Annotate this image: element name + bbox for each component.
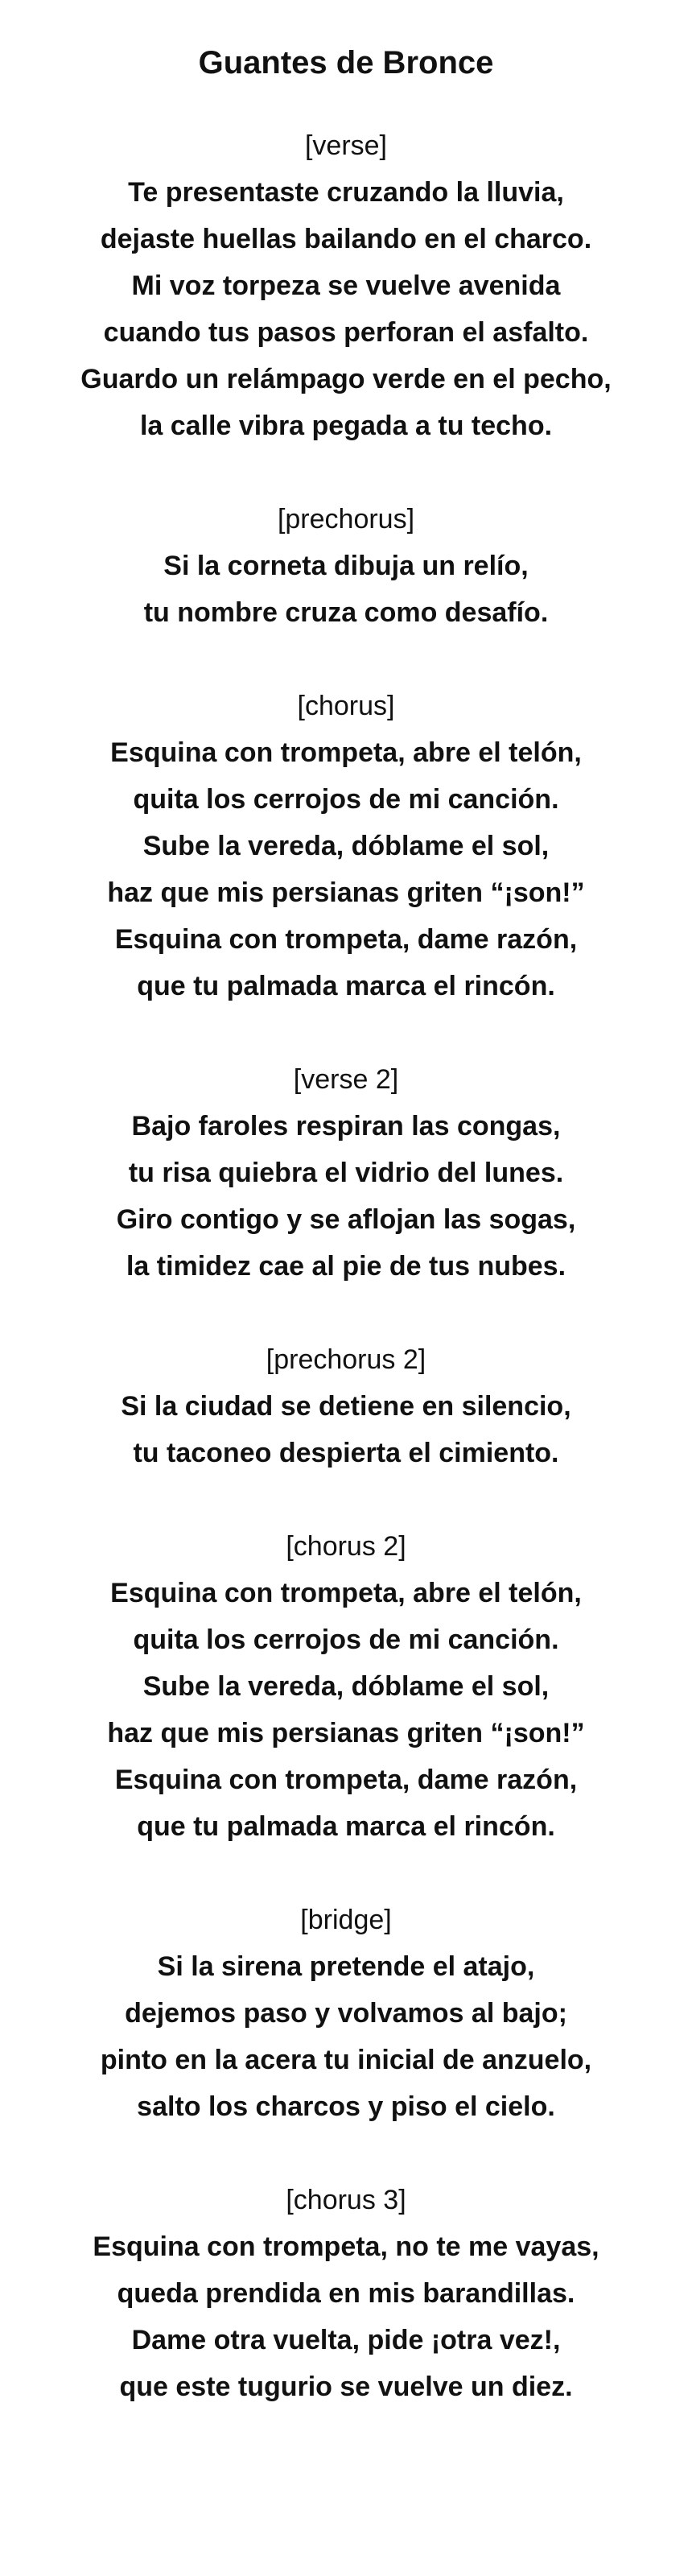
lyric-line: Si la sirena pretende el atajo, — [157, 1951, 535, 1982]
lyrics-section — [0, 2177, 692, 2410]
lyric-line: Esquina con trompeta, abre el telón, — [110, 737, 582, 768]
lyric-line: haz que mis persianas griten “¡son!” — [107, 877, 585, 908]
lyric-line: Esquina con trompeta, abre el telón, — [110, 1578, 582, 1608]
lyric-line: Esquina con trompeta, dame razón, — [114, 924, 578, 955]
lyrics-section — [0, 1897, 692, 2130]
lyric-line: Bajo faroles respiran las congas, — [131, 1111, 561, 1141]
section-label: [verse 2] — [293, 1064, 399, 1095]
lyric-line: tu risa quiebra el vidrio del lunes. — [128, 1158, 564, 1188]
lyric-line: haz que mis persianas griten “¡son!” — [107, 1718, 585, 1748]
lyric-line: Te presentaste cruzando la lluvia, — [128, 177, 564, 208]
lyric-line: Dame otra vuelta, pide ¡otra vez!, — [131, 2325, 561, 2355]
lyric-line: pinto en la acera tu inicial de anzuelo, — [100, 2045, 592, 2075]
lyric-line: Sube la vereda, dóblame el sol, — [142, 1671, 550, 1702]
lyric-line: quita los cerrojos de mi canción. — [133, 1624, 559, 1655]
lyrics-section — [0, 122, 692, 449]
lyric-line: Mi voz torpeza se vuelve avenida — [131, 270, 561, 301]
lyric-line: cuando tus pasos perforan el asfalto. — [103, 317, 589, 348]
lyric-line: Giro contigo y se aflojan las sogas, — [116, 1204, 576, 1235]
lyric-line: la calle vibra pegada a tu techo. — [139, 411, 553, 441]
lyrics-section — [0, 496, 692, 636]
lyric-line: la timidez cae al pie de tus nubes. — [126, 1251, 566, 1282]
section-label: [bridge] — [300, 1905, 392, 1935]
lyric-line: tu taconeo despierta el cimiento. — [133, 1438, 559, 1468]
lyric-line: Esquina con trompeta, no te me vayas, — [93, 2231, 599, 2262]
song-title: Guantes de Bronce — [198, 45, 494, 80]
lyric-line: salto los charcos y piso el cielo. — [137, 2091, 555, 2122]
lyric-line: que tu palmada marca el rincón. — [137, 971, 555, 1001]
lyric-line: Si la corneta dibuja un relío, — [163, 551, 529, 581]
section-label: [prechorus] — [277, 504, 415, 535]
lyric-line: dejemos paso y volvamos al bajo; — [125, 1998, 567, 2029]
lyric-line: queda prendida en mis barandillas. — [117, 2278, 575, 2309]
lyric-line: que tu palmada marca el rincón. — [137, 1811, 555, 1842]
section-label: [prechorus 2] — [266, 1344, 426, 1375]
section-label: [chorus 3] — [286, 2185, 406, 2215]
lyrics-section — [0, 1523, 692, 1850]
lyric-line: Sube la vereda, dóblame el sol, — [142, 831, 550, 861]
lyrics-section — [0, 1056, 692, 1290]
lyrics-section — [0, 683, 692, 1009]
section-label: [verse] — [304, 130, 388, 161]
lyric-line: Esquina con trompeta, dame razón, — [114, 1765, 578, 1795]
lyric-line: que este tugurio se vuelve un diez. — [119, 2372, 573, 2402]
lyrics-section — [0, 1336, 692, 1476]
section-label: [chorus] — [297, 691, 395, 721]
lyric-line: dejaste huellas bailando en el charco. — [100, 224, 592, 254]
lyric-line: Guardo un relámpago verde en el pecho, — [80, 364, 612, 394]
lyrics-body — [0, 122, 692, 2410]
lyric-line: quita los cerrojos de mi canción. — [133, 784, 559, 815]
lyric-line: Si la ciudad se detiene en silencio, — [121, 1391, 571, 1422]
section-label: [chorus 2] — [286, 1531, 406, 1562]
lyric-line: tu nombre cruza como desafío. — [143, 597, 549, 628]
